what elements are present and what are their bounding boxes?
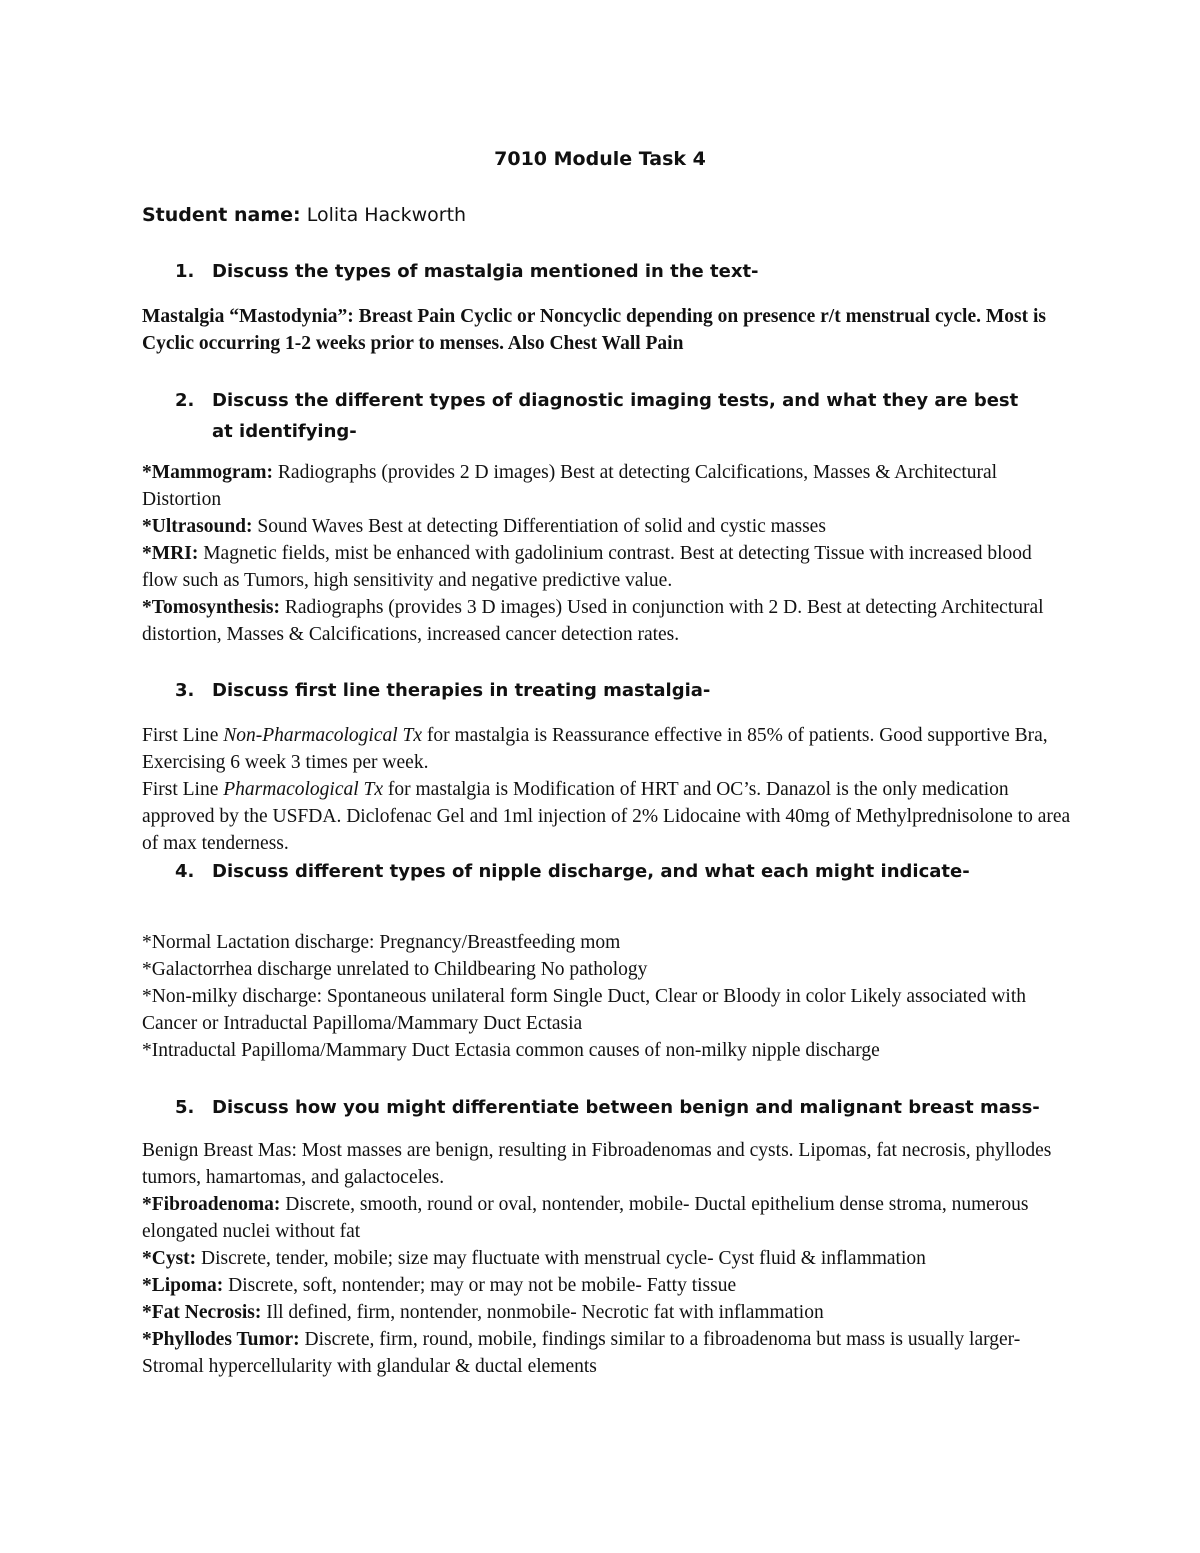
answer-3 [142, 722, 1072, 857]
mass-item-fat-necrosis: *Fat Necrosis: Ill defined, firm, nontender, nonmobile- Necrotic fat with inflammation [142, 1302, 824, 1323]
mass-item-phyllodes-tumor: *Phyllodes Tumor: Discrete, firm, round, mobile, findings similar to a fibroadenoma but mass is usually larger- Stromal hypercellularity with glandular & ductal elements [142, 1329, 1021, 1377]
therapy-non-pharmacological: First Line Non-Pharmacological Tx for mastalgia is Reassurance effective in 85% of patients. Good supportive Bra, Exercising 6 week 3 times per week. [142, 725, 1048, 773]
discharge-line: *Galactorrhea discharge unrelated to Childbearing No pathology [142, 959, 648, 980]
page-title: 7010 Module Task 4 [494, 148, 706, 170]
question-5 [142, 1092, 1042, 1123]
question-4 [142, 856, 1042, 887]
question-number: 1. [175, 261, 195, 282]
imaging-item-mammogram: *Mammogram: Radiographs (provides 2 D images) Best at detecting Calcifications, Masses & Architectural Distortion [142, 462, 998, 510]
question-text: Discuss different types of nipple discharge, and what each might indicate- [212, 861, 970, 882]
answer-term: Mastalgia “Mastodynia”: [142, 306, 354, 327]
question-number: 2. [175, 390, 195, 411]
answer-2 [142, 459, 1072, 648]
discharge-line: *Normal Lactation discharge: Pregnancy/Breastfeeding mom [142, 932, 621, 953]
mass-item-lipoma: *Lipoma: Discrete, soft, nontender; may or may not be mobile- Fatty tissue [142, 1275, 737, 1296]
question-number: 4. [175, 861, 195, 882]
imaging-item-tomosynthesis: *Tomosynthesis: Radiographs (provides 3 D images) Used in conjunction with 2 D. Best at detecting Architectural distortion, Masses & Calcifications, increased cancer detection rates. [142, 597, 1044, 645]
question-text: Discuss the types of mastalgia mentioned in the text- [212, 261, 759, 282]
answer-text: Breast Pain Cyclic or Noncyclic depending on presence r/t menstrual cycle. Most is Cyclic occurring 1-2 weeks prior to menses. Also Chest Wall Pain [142, 306, 1046, 354]
discharge-line: *Non-milky discharge: Spontaneous unilateral form Single Duct, Clear or Bloody in color Likely associated with Cancer or Intraductal Papilloma/Mammary Duct Ectasia [142, 986, 1027, 1034]
therapy-pharmacological: First Line Pharmacological Tx for mastalgia is Modification of HRT and OC’s. Danazol is the only medication approved by the USFDA. Diclofenac Gel and 1ml injection of 2% Lidocaine with 40mg of Methylprednisolone to area of max tenderness. [142, 779, 1071, 854]
mass-item-fibroadenoma: *Fibroadenoma: Discrete, smooth, round or oval, nontender, mobile- Ductal epithelium dense stroma, numerous elongated nuclei without fat [142, 1194, 1029, 1242]
imaging-item-ultrasound: *Ultrasound: Sound Waves Best at detecting Differentiation of solid and cystic masses [142, 516, 826, 537]
mass-item-cyst: *Cyst: Discrete, tender, mobile; size may fluctuate with menstrual cycle- Cyst fluid & inflammation [142, 1248, 926, 1269]
question-number: 5. [175, 1097, 195, 1118]
discharge-line: *Intraductal Papilloma/Mammary Duct Ectasia common causes of non-milky nipple discharge [142, 1040, 880, 1061]
question-text: Discuss how you might differentiate between benign and malignant breast mass- [212, 1097, 1040, 1118]
question-number: 3. [175, 680, 195, 701]
question-text: Discuss the different types of diagnostic imaging tests, and what they are best at identifying- [212, 390, 1019, 442]
imaging-item-mri: *MRI: Magnetic fields, mist be enhanced with gadolinium contrast. Best at detecting Tissue with increased blood flow such as Tumors, high sensitivity and negative predictive value. [142, 543, 1032, 591]
question-1 [142, 256, 1042, 287]
student-name-line [142, 202, 466, 228]
student-name-label: Student name: [142, 204, 301, 226]
question-3 [142, 675, 1042, 706]
student-name-value: Lolita Hackworth [306, 204, 467, 226]
benign-mass-intro: Benign Breast Mas: Most masses are benign, resulting in Fibroadenomas and cysts. Lipomas, fat necrosis, phyllodes tumors, hamartomas, and galactoceles. [142, 1140, 1052, 1188]
answer-1 [142, 303, 1062, 357]
answer-5 [142, 1137, 1072, 1380]
answer-4 [142, 929, 1072, 1064]
question-2 [142, 385, 1042, 447]
question-text: Discuss first line therapies in treating mastalgia- [212, 680, 711, 701]
